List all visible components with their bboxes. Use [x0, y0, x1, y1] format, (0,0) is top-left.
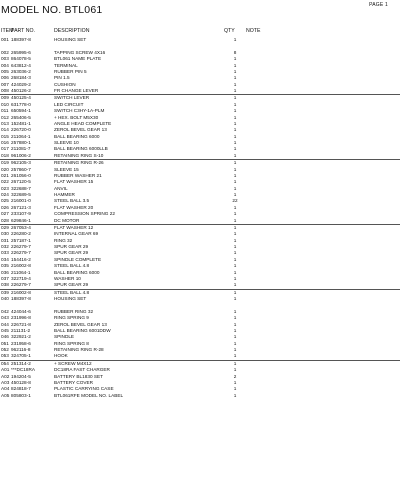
row-quantity: 1 — [233, 114, 237, 120]
row-part-number: 211064-1 — [11, 269, 31, 275]
row-description: BALL BEARING 6001DDW — [54, 327, 111, 333]
row-part-number: 450128-8 — [11, 379, 31, 385]
row-quantity: 1 — [233, 68, 237, 74]
row-item-number: 002 — [1, 49, 9, 55]
row-quantity: 1 — [233, 308, 237, 314]
row-item-number: 009 — [1, 95, 9, 101]
row-quantity: 1 — [233, 334, 237, 340]
row-item-number: 008 — [1, 88, 9, 93]
row-description: ANGLE HEAD COMPLETE — [54, 120, 112, 126]
row-part-number: ***DC18RA — [11, 367, 35, 373]
row-quantity: 1 — [233, 146, 237, 152]
row-quantity: 22 — [232, 198, 238, 204]
row-description: + SCREW M4X12 — [54, 360, 92, 366]
row-part-number: 226720-0 — [11, 127, 31, 133]
row-quantity: 1 — [233, 367, 237, 373]
row-item-number: 035 — [1, 263, 9, 269]
row-item-number: 013 — [1, 120, 9, 126]
row-description: BALL BEARING 6000 — [54, 269, 100, 275]
row-item-number: 034 — [1, 256, 9, 262]
row-description: BTL061 NAME PLATE — [54, 56, 102, 62]
model-title: MODEL NO. BTL061 — [1, 4, 103, 16]
row-part-number: 188397-8 — [11, 296, 31, 301]
row-item-number: 043 — [1, 315, 9, 321]
row-quantity: 1 — [233, 166, 237, 172]
row-item-number: 022 — [1, 179, 9, 185]
row-part-number: 154416-2 — [11, 256, 31, 262]
row-description: WASHER 10 — [54, 275, 81, 281]
row-quantity: 1 — [233, 133, 237, 139]
row-description: ZEROL BEVEL GEAR 13 — [54, 127, 107, 133]
row-quantity: 1 — [233, 211, 237, 217]
row-description: ANVIL — [54, 185, 68, 191]
row-quantity: 1 — [233, 192, 237, 197]
row-part-number: 211064-1 — [11, 133, 31, 139]
row-item-number: 046 — [1, 334, 9, 340]
row-part-number: 233107-9 — [11, 211, 31, 217]
row-part-number: 251314-2 — [11, 360, 31, 366]
row-part-number: 643812-4 — [11, 62, 31, 68]
row-item-number: A03 — [1, 379, 10, 385]
row-part-number: 322688-7 — [11, 185, 31, 191]
table-row — [0, 159, 400, 166]
row-description: PIN 1.5 — [54, 75, 70, 81]
row-quantity: 1 — [233, 120, 237, 126]
row-item-number: 031 — [1, 237, 9, 243]
row-item-number: 018 — [1, 152, 9, 158]
row-quantity: 1 — [233, 392, 237, 398]
row-description: ZEROL BEVEL GEAR 13 — [54, 321, 107, 327]
row-item-number: 053 — [1, 353, 9, 359]
row-item-number: 032 — [1, 244, 9, 249]
row-quantity: 1 — [233, 140, 237, 145]
row-description: SLEEVE 15 — [54, 166, 79, 172]
row-part-number: 322719-4 — [11, 275, 31, 281]
row-quantity: 1 — [233, 315, 237, 321]
table-row — [0, 94, 400, 101]
row-description: SPUR GEAR 29 — [54, 250, 89, 256]
row-description: RUBBER PIN 5 — [54, 68, 87, 74]
row-part-number: 962116-8 — [11, 347, 31, 352]
row-item-number: A02 — [1, 373, 10, 379]
row-quantity: 1 — [233, 269, 237, 275]
row-description: SWITCH C3HY-1A-PLM — [54, 108, 105, 114]
row-item-number: 045 — [1, 327, 9, 333]
row-part-number: 265995-6 — [11, 49, 31, 55]
row-item-number: 014 — [1, 127, 9, 133]
header-qty: QTY — [224, 28, 235, 34]
row-description: RING SPRING 8 — [54, 340, 89, 346]
row-quantity: 1 — [233, 172, 237, 178]
header-part-no: PART NO. — [11, 28, 35, 34]
row-part-number: 268184-3 — [11, 75, 31, 81]
page-number: PAGE 1 — [369, 2, 388, 8]
header-description: DESCRIPTION — [54, 28, 90, 34]
row-part-number: 226280-2 — [11, 231, 31, 237]
row-description: BALL BEARING 6000 — [54, 133, 100, 139]
row-description: RUBBER WASHER 21 — [54, 172, 102, 178]
row-part-number: 257880-1 — [11, 140, 31, 145]
row-item-number: 027 — [1, 211, 9, 217]
row-item-number: 011 — [1, 108, 9, 114]
row-part-number: 450125-4 — [11, 95, 31, 101]
row-quantity: 1 — [233, 250, 237, 256]
row-description: FR CHANGE LEVER — [54, 88, 99, 93]
row-part-number: 194204-5 — [11, 373, 31, 379]
row-description: COMPRESSION SPRING 22 — [54, 211, 115, 217]
row-description: RING 32 — [54, 237, 73, 243]
row-part-number: 152481-1 — [11, 120, 31, 126]
row-description: RETAINING RING S-10 — [54, 152, 104, 158]
row-quantity: 1 — [233, 95, 237, 101]
row-description: INTERNAL GEAR 69 — [54, 231, 99, 237]
row-quantity: 1 — [233, 296, 237, 301]
row-description: DC MOTOR — [54, 217, 80, 223]
row-quantity: 1 — [233, 360, 237, 366]
row-description: SWITCH LEVER — [54, 95, 90, 101]
row-item-number: 020 — [1, 166, 9, 172]
row-item-number: 040 — [1, 296, 9, 301]
row-item-number: 026 — [1, 204, 9, 210]
row-item-number: 017 — [1, 146, 9, 152]
row-item-number: 001 — [1, 37, 9, 42]
row-description: STEEL BALL 4.8 — [54, 263, 90, 269]
row-item-number: 037 — [1, 275, 9, 281]
row-quantity: 1 — [233, 101, 237, 107]
row-quantity: 1 — [233, 179, 237, 185]
row-part-number: 257187-1 — [11, 237, 31, 243]
row-description: BATTERY BL1830 SET — [54, 373, 103, 379]
row-part-number: 216002-8 — [11, 289, 31, 295]
row-item-number: 016 — [1, 140, 9, 145]
row-quantity: 1 — [233, 275, 237, 281]
row-item-number: 023 — [1, 185, 9, 191]
row-item-number: 004 — [1, 62, 9, 68]
row-quantity: 1 — [233, 160, 237, 166]
row-description: HOUSING SET — [54, 296, 87, 301]
row-part-number: 226279-7 — [11, 250, 31, 256]
row-quantity: 1 — [233, 81, 237, 87]
row-part-number: 216001-0 — [11, 198, 31, 204]
row-part-number: 267121-3 — [11, 204, 31, 210]
row-quantity: 1 — [233, 88, 237, 93]
row-quantity: 1 — [233, 379, 237, 385]
row-part-number: 267120-5 — [11, 179, 31, 185]
row-quantity: 1 — [233, 231, 237, 237]
row-quantity: 1 — [233, 386, 237, 392]
row-part-number: 805803-1 — [11, 392, 31, 398]
row-quantity: 1 — [233, 185, 237, 191]
row-quantity: 1 — [233, 108, 237, 114]
row-item-number: 036 — [1, 269, 9, 275]
row-description: PLASTIC CARRYING CASE — [54, 386, 114, 392]
row-quantity: 1 — [233, 340, 237, 346]
row-quantity: 1 — [233, 62, 237, 68]
row-description: FLAT WASHER 12 — [54, 224, 94, 230]
row-part-number: 824818-7 — [11, 386, 31, 392]
row-quantity: 1 — [233, 152, 237, 158]
row-item-number: 030 — [1, 231, 9, 237]
row-quantity: 1 — [233, 347, 237, 352]
row-part-number: 226721-8 — [11, 321, 31, 327]
row-description: SPUR GEAR 29 — [54, 282, 89, 288]
row-quantity: 1 — [233, 321, 237, 327]
row-item-number: 029 — [1, 224, 9, 230]
row-quantity: 1 — [233, 353, 237, 359]
row-item-number: 051 — [1, 340, 9, 346]
table-row — [0, 360, 400, 367]
row-quantity: 1 — [233, 204, 237, 210]
row-quantity: 1 — [233, 256, 237, 262]
row-item-number: 006 — [1, 75, 9, 81]
table-row — [0, 224, 400, 231]
row-part-number: 188397-8 — [11, 37, 31, 42]
row-description: TAPPING SCREW 4X16 — [54, 49, 106, 55]
row-item-number: 003 — [1, 56, 9, 62]
row-quantity: 1 — [233, 75, 237, 81]
row-quantity: 1 — [233, 37, 237, 42]
row-part-number: 265406-5 — [11, 114, 31, 120]
row-description: BALL BEARING 6000LLB — [54, 146, 108, 152]
row-item-number: 039 — [1, 289, 9, 295]
row-part-number: 263036-2 — [11, 68, 31, 74]
header-note: NOTE — [246, 28, 261, 34]
row-item-number: 019 — [1, 160, 9, 166]
row-item-number: 005 — [1, 68, 9, 74]
row-description: STEEL BALL 4.8 — [54, 289, 90, 295]
row-quantity: 1 — [233, 237, 237, 243]
row-item-number: 042 — [1, 308, 9, 314]
row-quantity: 1 — [233, 263, 237, 269]
row-part-number: 961006-2 — [11, 152, 31, 158]
column-header-row — [0, 28, 400, 35]
row-part-number: 424044-6 — [11, 308, 31, 314]
row-description: BATTERY COVER — [54, 379, 94, 385]
row-item-number: 015 — [1, 133, 9, 139]
row-item-number: 038 — [1, 282, 9, 288]
row-description: SPINDLE COMPLETE — [54, 256, 102, 262]
row-description: SPUR GEAR 29 — [54, 244, 89, 249]
row-item-number: 052 — [1, 347, 9, 352]
row-description: RING SPRING 9 — [54, 315, 89, 321]
row-item-number: 021 — [1, 172, 9, 178]
header-item: ITEM — [1, 28, 14, 34]
row-description: + HEX. BOLT M5X30 — [54, 114, 99, 120]
row-item-number: 025 — [1, 198, 9, 204]
row-quantity: 1 — [233, 217, 237, 223]
row-item-number: A01 — [1, 367, 10, 373]
row-part-number: 211081-7 — [11, 146, 31, 152]
row-quantity: 1 — [233, 289, 237, 295]
row-part-number: 864078-5 — [11, 56, 31, 62]
row-description: DC18RA FAST CHARGER — [54, 367, 110, 373]
row-part-number: 450126-2 — [11, 88, 31, 93]
row-part-number: 631778-0 — [11, 101, 31, 107]
row-quantity: 1 — [233, 282, 237, 288]
row-item-number: 028 — [1, 217, 9, 223]
row-item-number: 007 — [1, 81, 9, 87]
row-part-number: 267053-4 — [11, 224, 31, 230]
row-part-number: 322689-5 — [11, 192, 31, 197]
row-item-number: 044 — [1, 321, 9, 327]
row-description: RUBBER RING 32 — [54, 308, 94, 314]
row-item-number: 033 — [1, 250, 9, 256]
row-part-number: 324705-1 — [11, 353, 31, 359]
row-quantity: 1 — [233, 244, 237, 249]
row-part-number: 257860-7 — [11, 166, 31, 172]
row-item-number: 054 — [1, 360, 9, 366]
row-description: HOUSING SET — [54, 37, 87, 42]
row-part-number: 216002-8 — [11, 263, 31, 269]
row-quantity: 2 — [233, 373, 237, 379]
row-description: RETAINING RING R-26 — [54, 160, 104, 166]
row-item-number: A04 — [1, 386, 10, 392]
row-quantity: 1 — [233, 224, 237, 230]
row-description: HAMMER — [54, 192, 75, 197]
row-description: SLEEVE 10 — [54, 140, 79, 145]
table-row — [0, 289, 400, 296]
row-description: FLAT WASHER 20 — [54, 204, 94, 210]
row-part-number: 322921-2 — [11, 334, 31, 340]
parts-list — [0, 37, 400, 399]
row-description: BTL061RFE MODEL NO. LABEL — [54, 392, 124, 398]
row-part-number: 261056-0 — [11, 172, 31, 178]
row-part-number: 424029-2 — [11, 81, 31, 87]
row-part-number: 226279-7 — [11, 244, 31, 249]
row-description: STEEL BALL 3.5 — [54, 198, 90, 204]
row-part-number: 231958-6 — [11, 340, 31, 346]
table-row — [0, 393, 400, 399]
row-description: FLAT WASHER 15 — [54, 179, 94, 185]
row-quantity: 8 — [233, 49, 237, 55]
row-description: SPINDLE — [54, 334, 75, 340]
row-quantity: 1 — [233, 127, 237, 133]
row-description: LED CIRCUIT — [54, 101, 84, 107]
row-item-number: 010 — [1, 101, 9, 107]
row-part-number: 231996-8 — [11, 315, 31, 321]
row-item-number: 012 — [1, 114, 9, 120]
row-description: RETAINING RING R-28 — [54, 347, 104, 352]
row-part-number: 629846-1 — [11, 217, 31, 223]
row-part-number: 211131-2 — [11, 327, 31, 333]
row-description: HOOK — [54, 353, 68, 359]
row-item-number: A05 — [1, 392, 10, 398]
row-description: CUSHION — [54, 81, 76, 87]
row-part-number: 962105-3 — [11, 160, 31, 166]
row-part-number: 650594-1 — [11, 108, 31, 114]
row-quantity: 1 — [233, 56, 237, 62]
row-part-number: 226279-7 — [11, 282, 31, 288]
row-description: TERMINAL — [54, 62, 78, 68]
row-item-number: 024 — [1, 192, 9, 197]
row-quantity: 1 — [233, 327, 237, 333]
